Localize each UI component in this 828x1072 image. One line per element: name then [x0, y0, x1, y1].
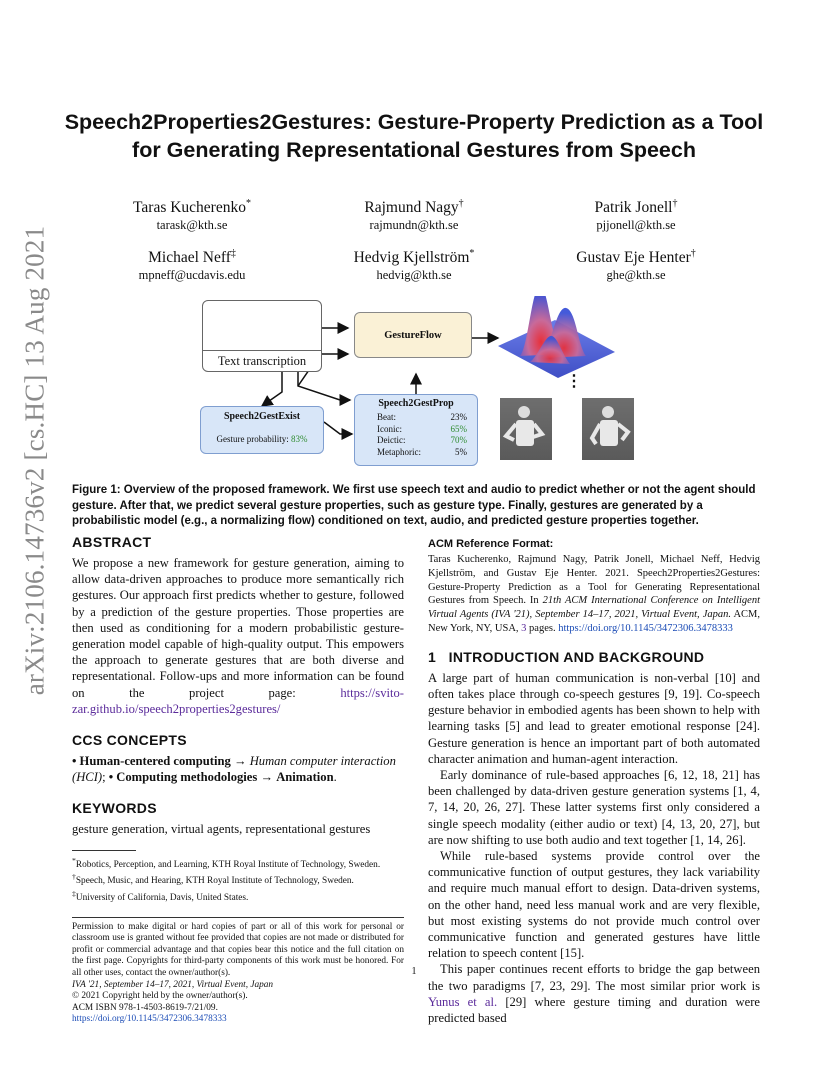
- author-email[interactable]: tarask@kth.se: [156, 218, 228, 233]
- framework-figure: [190, 296, 630, 471]
- audio-input-box: [202, 300, 322, 372]
- reference-doi-link[interactable]: https://doi.org/10.1145/3472306.3478333: [558, 622, 733, 634]
- footnote: †Speech, Music, and Hearing, KTH Royal Institute of Technology, Sweden.: [72, 872, 354, 887]
- yunus-citation-link[interactable]: Yunus et al.: [428, 994, 498, 1009]
- doi-link[interactable]: https://doi.org/10.1145/3472306.3478333: [72, 1014, 227, 1025]
- permission-rule: [72, 917, 404, 918]
- keywords-text: gesture generation, virtual agents, representational gestures: [72, 822, 371, 837]
- page-number: 1: [411, 966, 417, 977]
- footnote: *Robotics, Perception, and Learning, KTH Royal Institute of Technology, Sweden.: [72, 855, 381, 870]
- author-block: [314, 194, 514, 234]
- author-name: Rajmund Nagy: [364, 199, 459, 217]
- arrow-text-to-prop: [298, 368, 350, 400]
- prop-label: Metaphoric:: [377, 446, 421, 457]
- abstract-text: We propose a new framework for gesture generation, aiming to allow data-driven approaches to produce more semantically rich gestures. Our approach first predicts whether to gesture, followed by a prediction of the gesture properties. Those properties are then used as conditioning for a modern probabilistic gesture-generation model capable of high-quality output. This empowers the approach to generate gestures that are both diverse and representational. Follow-ups and more information can be found on the project page: https://svito-zar.github.io/speech2properties2gestures/: [72, 556, 404, 716]
- author-block: [536, 244, 736, 284]
- author-name: Gustav Eje Henter: [576, 249, 691, 267]
- prop-row: [377, 412, 467, 424]
- author-mark: †: [672, 198, 678, 209]
- author-mark: †: [458, 198, 464, 209]
- author-mark: ‡: [230, 248, 236, 259]
- text-transcription-label: Text transcription: [203, 350, 321, 371]
- ccs-heading: CCS CONCEPTS: [72, 732, 187, 749]
- author-block: [314, 244, 514, 284]
- author-block: [536, 194, 736, 234]
- ccs-text: • Human-centered computing → Human computer interaction (HCI); • Computing methodologies → Animation.: [72, 754, 396, 785]
- isbn-line: ACM ISBN 978-1-4503-8619-7/21/09.: [72, 1002, 218, 1013]
- arrow-exist-to-prop: [324, 422, 352, 434]
- density-surface-icon: [498, 296, 615, 378]
- footnotes: [72, 855, 404, 905]
- reference-format-heading: ACM Reference Format:: [428, 538, 554, 550]
- author-mark: *: [469, 248, 475, 259]
- intro-paragraph: This paper continues recent efforts to bridge the gap between the two paradigms [7, 23, 29]. The most similar prior work is Yunus et al. [29] where gesture timing and duration were predicted based: [428, 962, 760, 1026]
- author-mark: *: [245, 198, 251, 209]
- gestureflow-box: GestureFlow: [354, 312, 472, 358]
- footnote: ‡University of California, Davis, United States.: [72, 889, 249, 904]
- agent-render-image: [500, 398, 552, 460]
- author-email[interactable]: rajmundn@kth.se: [369, 218, 459, 233]
- exist-label: Gesture probability:: [216, 434, 289, 444]
- prop-row: [377, 435, 467, 447]
- prop-label: Deictic:: [377, 435, 406, 445]
- prop-value: 65%: [450, 423, 467, 434]
- left-column: [72, 533, 404, 1026]
- author-name: Patrik Jonell: [594, 199, 673, 217]
- author-block: [92, 244, 292, 284]
- author-name: Taras Kucherenko: [133, 199, 246, 217]
- prop-row: [377, 447, 467, 459]
- prop-value: 5%: [455, 446, 467, 457]
- footnote-rule: [72, 850, 136, 851]
- prop-value: 70%: [450, 435, 467, 445]
- project-page-link[interactable]: https://svito-zar.github.io/speech2properties2gestures/: [72, 685, 404, 716]
- author-email[interactable]: pjjonell@kth.se: [596, 218, 676, 233]
- author-name: Hedvig Kjellström: [353, 249, 470, 267]
- figure-caption: Figure 1: Overview of the proposed framework. We first use speech text and audio to predict whether or not the agent should gesture. After that, we predict several gesture properties, such as gesture type. Finally, gestures are generated by a probabilistic model (e.g., a normalizing flow) conditioned on text, audio, and predicted gesture properties together.: [72, 484, 756, 527]
- avatar-figure-icon: [500, 398, 552, 460]
- permission-text: Permission to make digital or hard copies of part or all of this work for personal or classroom use is granted without fee provided that copies are not made or distributed for profit or commercial advantage and that copies bear this notice and the full citation on the first page. Copyrights for third-party components of this work must be honored. For all other uses, contact the owner/author(s).: [72, 921, 404, 979]
- prop-label: Iconic:: [377, 423, 402, 434]
- author-block: [92, 194, 292, 234]
- intro-paragraph: Early dominance of rule-based approaches [6, 12, 18, 21] has been challenged by data-driven gesture generation systems [1, 4, 7, 14, 20, 26, 27]. These latter systems first only considered a single speech modality (either audio or text) [4, 13, 20, 27], but are now shifting to use both audio and text together [1, 14, 26].: [428, 768, 760, 847]
- speech2gestprop-box: [354, 394, 478, 466]
- exist-value: 83%: [290, 434, 308, 444]
- right-column: [428, 537, 760, 1026]
- intro-heading: 1 INTRODUCTION AND BACKGROUND: [428, 648, 705, 665]
- intro-paragraph: While rule-based systems provide control over the communicative function of output gestures, they lack variability and require much manual effort to design. Data-driven systems, on the other hand, need less manual work and are very flexible, but most existing systems do not provide much control over communicative function and generated gestures have little relation to speech content [15].: [428, 849, 760, 961]
- reference-format-text: Taras Kucherenko, Rajmund Nagy, Patrik Jonell, Michael Neff, Hedvig Kjellström, and Gustav Eje Henter. 2021. Speech2Properties2Gestures: Gesture-Property Prediction as a Tool for Generating Representational Gestures from Speech. In 21th ACM International Conference on Intelligent Virtual Agents (IVA '21), September 14–17, 2021, Virtual Event, Japan. ACM, New York, NY, USA, 3 pages. https://doi.org/10.1145/3472306.3478333: [428, 554, 761, 634]
- agent-render-image: [582, 398, 634, 460]
- author-email[interactable]: ghe@kth.se: [606, 268, 666, 283]
- copyright-line: © 2021 Copyright held by the owner/author(s).: [72, 991, 248, 1002]
- exist-title: Speech2GestExist: [223, 411, 301, 422]
- abstract-heading: ABSTRACT: [72, 534, 152, 550]
- keywords-heading: KEYWORDS: [72, 800, 157, 817]
- author-name: Michael Neff: [148, 249, 231, 267]
- prop-title: Speech2GestProp: [378, 398, 454, 409]
- author-email[interactable]: mpneff@ucdavis.edu: [138, 268, 246, 283]
- prop-label: Beat:: [377, 412, 396, 422]
- ellipsis: ⋮: [566, 373, 582, 390]
- author-mark: †: [690, 248, 696, 259]
- permission-block: [72, 922, 404, 1026]
- avatar-figure-icon: [582, 398, 634, 460]
- paper-title: Speech2Properties2Gestures: Gesture-Property Prediction as a Tool for Generating Representational Gestures from Speech: [64, 110, 764, 162]
- prop-row: [377, 424, 467, 436]
- author-email[interactable]: hedvig@kth.se: [376, 268, 452, 283]
- arxiv-stamp: arXiv:2106.14736v2 [cs.HC] 13 Aug 2021: [19, 225, 50, 696]
- arrow-text-to-exist: [262, 368, 282, 406]
- intro-paragraph: A large part of human communication is non-verbal [10] and often takes place through co-speech gestures [9, 19]. Co-speech gesture behavior in embodied agents has been shown to help with learning tasks [5] and lead to greater emotional response [24]. Gesture generation is hence an important part of both automated character animation and human-agent interaction.: [428, 670, 760, 766]
- venue-line: IVA '21, September 14–17, 2021, Virtual Event, Japan: [72, 979, 274, 990]
- prop-value: 23%: [450, 412, 467, 422]
- speech2gestexist-box: [200, 406, 324, 454]
